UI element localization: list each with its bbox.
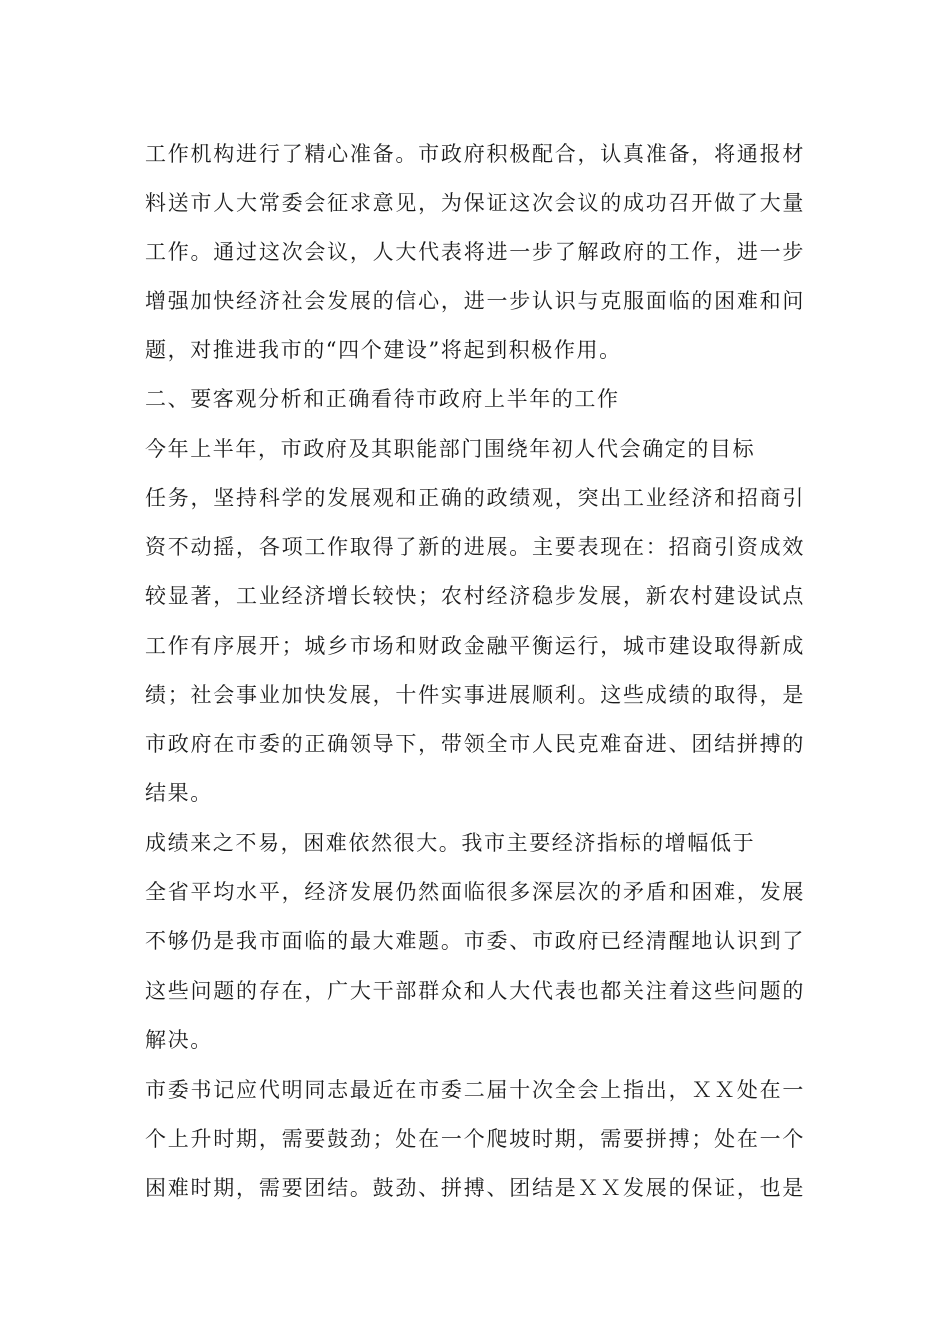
text-line: 工作机构进行了精心准备。市政府积极配合，认真准备，将通报材 [145,142,805,166]
text-line: 不够仍是我市面临的最大难题。市委、市政府已经清醒地认识到了 [145,929,805,953]
text-line: 任务，坚持科学的发展观和正确的政绩观，突出工业经济和招商引 [145,486,805,510]
text-line: 困难时期，需要团结。鼓劲、拼搏、团结是ＸＸ发展的保证，也是 [145,1176,805,1200]
text-line: 题，对推进我市的“四个建设”将起到积极作用。 [145,338,622,362]
text-line: 成绩来之不易，困难依然很大。我市主要经济指标的增幅低于 [145,831,756,855]
text-line: 全省平均水平，经济发展仍然面临很多深层次的矛盾和困难，发展 [145,880,805,904]
text-line: 绩；社会事业加快发展，十件实事进展顺利。这些成绩的取得，是 [145,683,805,707]
text-line: 市委书记应代明同志最近在市委二届十次全会上指出，ＸＸ处在一 [145,1078,805,1102]
text-line: 解决。 [145,1028,213,1052]
text-line: 结果。 [145,781,213,805]
text-line: 今年上半年，市政府及其职能部门围绕年初人代会确定的目标 [145,437,756,461]
section-heading: 二、要客观分析和正确看待市政府上半年的工作 [145,387,620,411]
text-line: 这些问题的存在，广大干部群众和人大代表也都关注着这些问题的 [145,979,805,1003]
text-line: 资不动摇，各项工作取得了新的进展。主要表现在：招商引资成效 [145,535,805,559]
text-line: 增强加快经济社会发展的信心，进一步认识与克服面临的困难和问 [145,289,805,313]
text-line: 市政府在市委的正确领导下，带领全市人民克难奋进、团结拼搏的 [145,732,805,756]
text-line: 较显著，工业经济增长较快；农村经济稳步发展，新农村建设试点 [145,584,805,608]
text-line: 个上升时期，需要鼓劲；处在一个爬坡时期，需要拼搏；处在一个 [145,1127,805,1151]
text-line: 工作。通过这次会议，人大代表将进一步了解政府的工作，进一步 [145,240,805,264]
text-line: 料送市人大常委会征求意见，为保证这次会议的成功召开做了大量 [145,191,805,215]
text-line: 工作有序展开；城乡市场和财政金融平衡运行，城市建设取得新成 [145,634,805,658]
